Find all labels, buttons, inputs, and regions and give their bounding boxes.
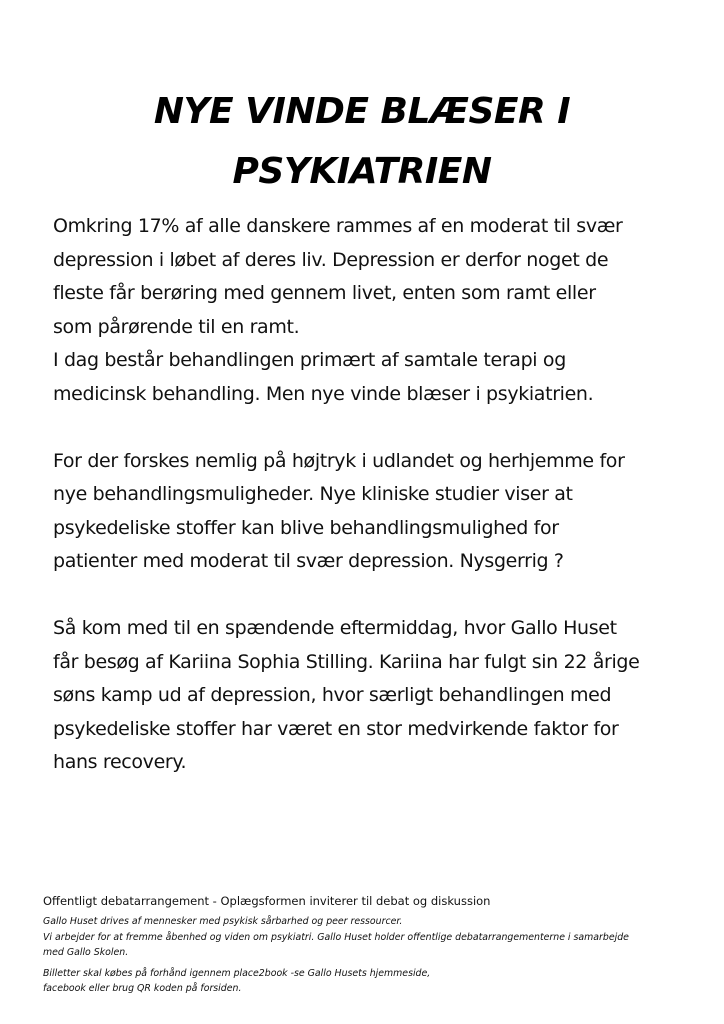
text-line: I dag består behandlingen primært af samtale terapi og (53, 349, 566, 371)
footer (43, 892, 683, 997)
text-line: psykedeliske stoffer har været en stor medvirkende faktor for (53, 717, 619, 740)
paragraph-intro (53, 210, 703, 411)
footer-ticket-line: Billetter skal købes på forhånd igennem place2book -se Gallo Husets hjemmeside, (43, 967, 431, 979)
text-line: får besøg af Kariina Sophia Stilling. Kariina har fulgt sin 22 årige (53, 650, 640, 673)
footer-info-line: Vi arbejder for at fremme åbenhed og viden om psykiatri. Gallo Huset holder offentlige debatarrangementerne i samarbejde (43, 931, 629, 943)
text-line: som pårørende til en ramt. (53, 315, 300, 338)
text-line: psykedeliske stoffer kan blive behandlingsmulighed for (53, 516, 559, 539)
page-title (0, 82, 724, 202)
title-line-1: NYE VINDE BLÆSER I (153, 91, 571, 132)
text-line: søns kamp ud af depression, hvor særligt behandlingen med (53, 684, 612, 706)
text-line: medicinsk behandling. Men nye vinde blæser i psykiatrien. (53, 382, 594, 405)
footer-heading: Offentligt debatarrangement - Oplægsformen inviterer til debat og diskussion (43, 894, 491, 908)
footer-info (43, 914, 683, 961)
paragraph-spacer (53, 411, 703, 445)
paragraph-research (53, 445, 703, 579)
footer-info-line: Gallo Huset drives af mennesker med psykisk sårbarhed og peer ressourcer. (43, 916, 403, 927)
text-line: For der forskes nemlig på højtryk i udlandet og herhjemme for (53, 449, 625, 472)
text-line: nye behandlingsmuligheder. Nye kliniske studier viser at (53, 483, 573, 505)
text-line: Omkring 17% af alle danskere rammes af en moderat til svær (53, 215, 623, 237)
footer-tickets (43, 966, 683, 997)
paragraph-spacer (53, 579, 703, 613)
text-line: fleste får berøring med gennem livet, enten som ramt eller (53, 282, 596, 304)
footer-ticket-line: facebook eller brug QR koden på forsiden. (43, 983, 242, 994)
paragraph-event (53, 612, 703, 780)
title-line-2: PSYKIATRIEN (232, 151, 492, 192)
footer-info-line: med Gallo Skolen. (43, 947, 129, 958)
text-line: patienter med moderat til svær depression. Nysgerrig ? (53, 550, 564, 572)
text-line: hans recovery. (53, 751, 187, 773)
text-line: depression i løbet af deres liv. Depression er derfor noget de (53, 248, 609, 271)
body-text (53, 210, 703, 780)
text-line: Så kom med til en spændende eftermiddag, hvor Gallo Huset (53, 617, 617, 639)
